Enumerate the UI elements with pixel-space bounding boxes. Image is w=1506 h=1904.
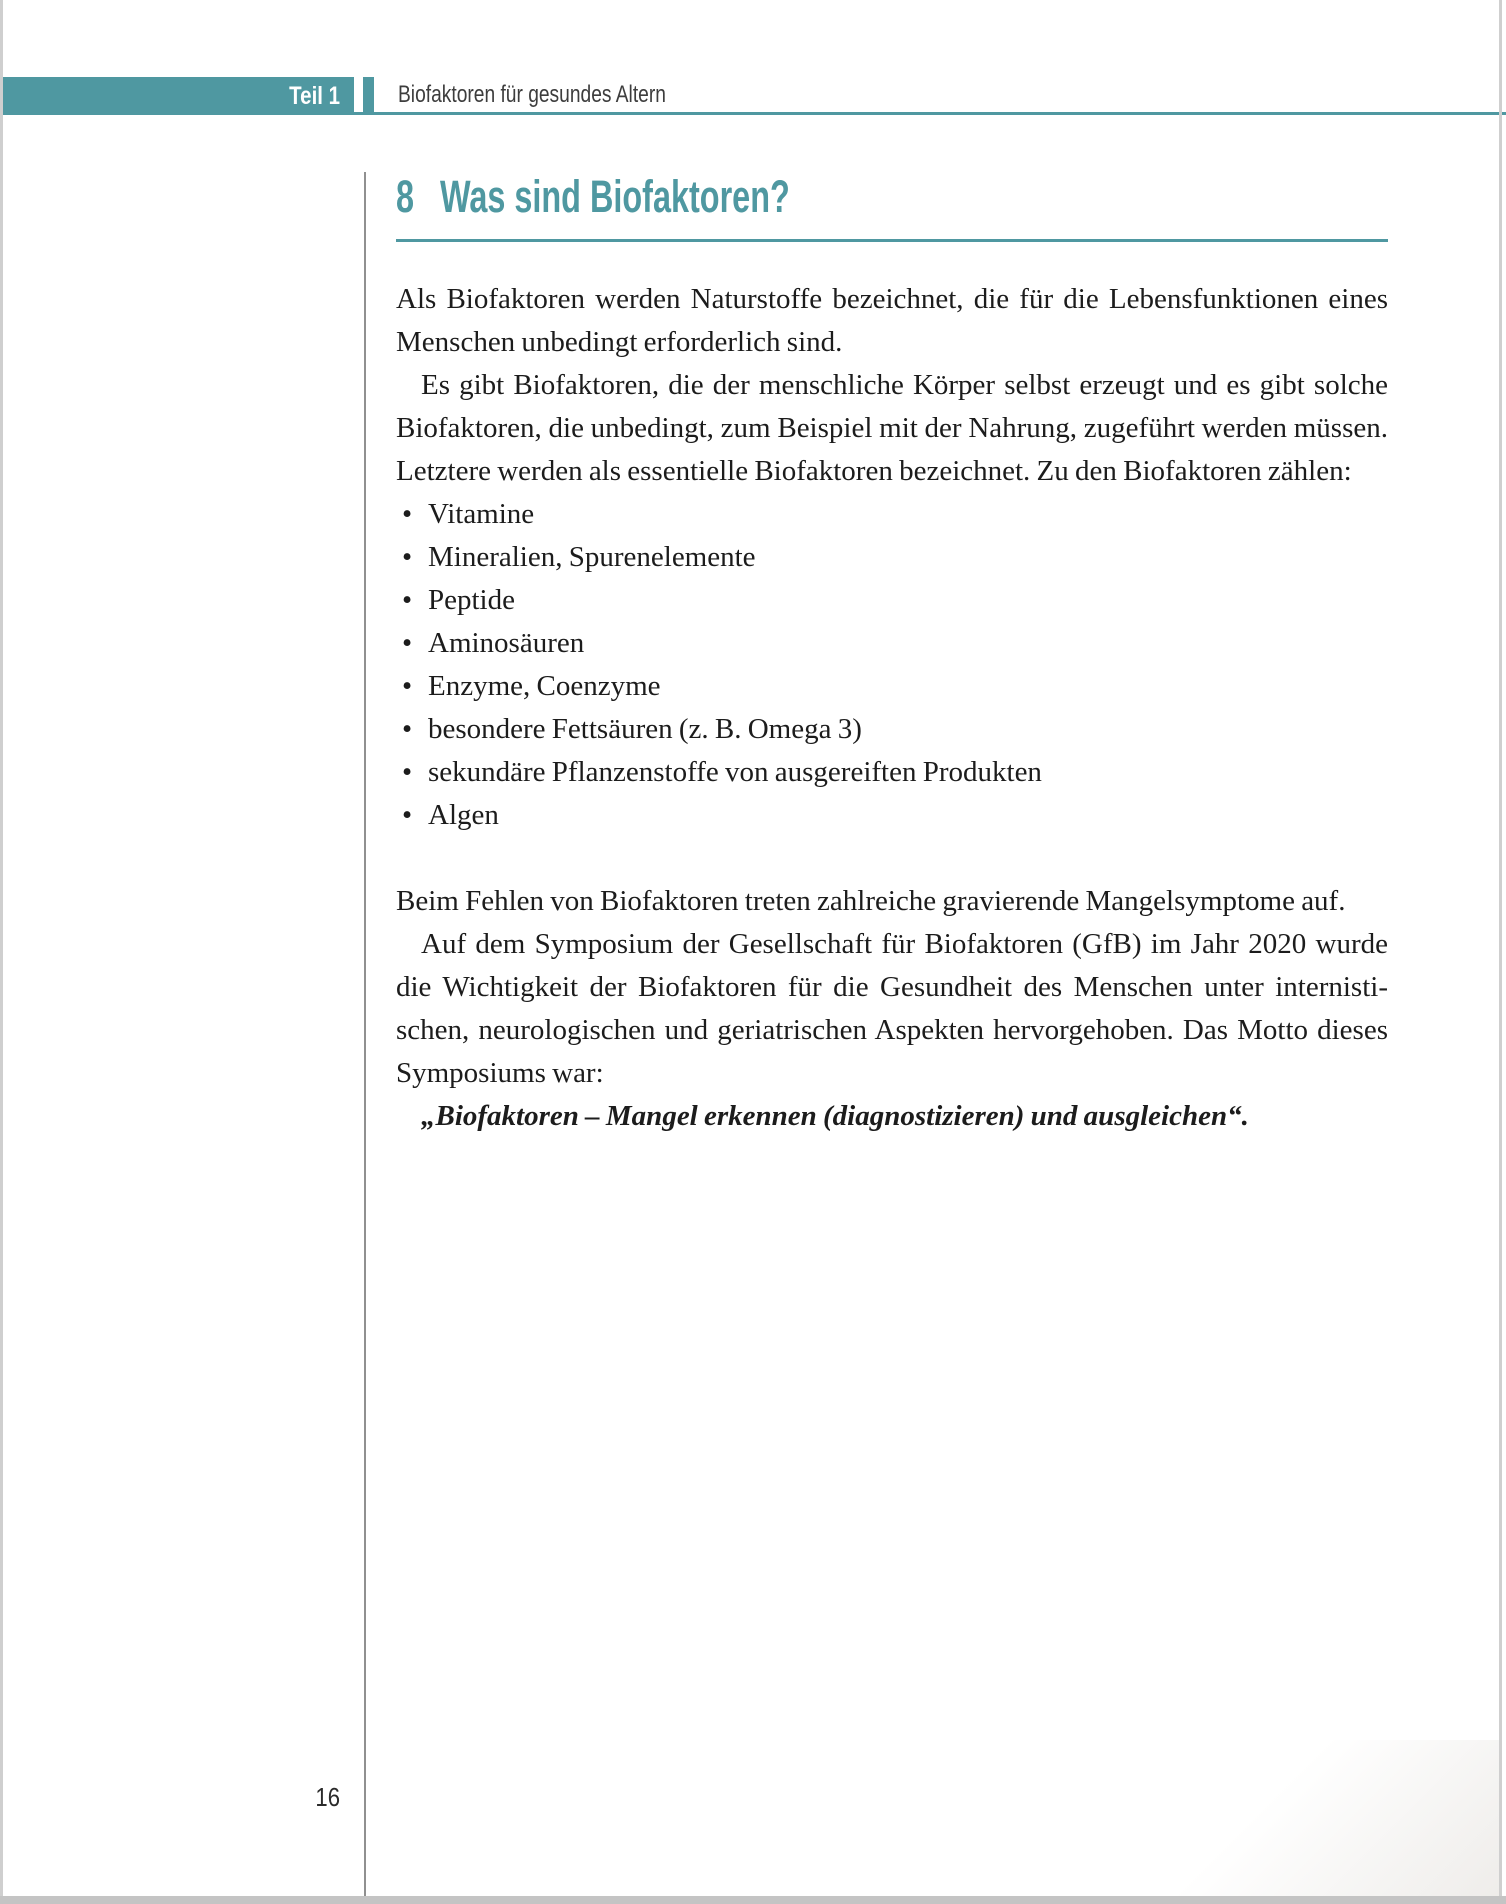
list-item xyxy=(396,622,1388,665)
heading-rule xyxy=(396,239,1388,242)
paragraph-deficiency: Beim Fehlen von Biofaktoren treten zahlreiche gravierende Mangelsymptome auf. xyxy=(396,885,1346,917)
page-number: 16 xyxy=(315,1782,340,1812)
bullet-icon: • xyxy=(402,799,413,831)
list-item-label: Vitamine xyxy=(428,498,535,530)
biofactor-list xyxy=(396,493,1388,837)
paragraph-intro: Als Biofaktoren werden Naturstoffe bezeichnet, die für die Lebensfunktionen eines Menschen unbedingt erforderlich sind. xyxy=(396,283,1388,358)
chapter-number: 8 xyxy=(396,171,415,222)
list-item-label: Algen xyxy=(428,799,499,831)
body-text xyxy=(396,278,1388,1138)
left-vertical-rule xyxy=(364,172,366,1896)
bullet-icon: • xyxy=(402,713,413,745)
symposium-motto: „Biofaktoren – Mangel erkennen (diagnostizieren) und ausgleichen“. xyxy=(421,1100,1249,1132)
part-tab-accent xyxy=(363,77,374,115)
list-item xyxy=(396,708,1388,751)
paragraph-essential: Es gibt Biofaktoren, die der menschliche Körper selbst erzeugt und es gibt solche Biofaktoren, die unbedingt, zum Beispiel mit der Nahrung, zugeführt werden müssen. Letztere werden als essentielle Biofaktoren bezeichnet. Zu den Biofaktoren zählen: xyxy=(396,369,1388,487)
running-head: Biofaktoren für gesundes Altern xyxy=(398,81,666,108)
page-corner-shade xyxy=(1060,1740,1500,1896)
bullet-icon: • xyxy=(402,670,413,702)
chapter-title: Was sind Biofaktoren? xyxy=(439,171,790,222)
right-page-border xyxy=(1499,0,1502,1904)
bullet-icon: • xyxy=(402,498,413,530)
list-item xyxy=(396,794,1388,837)
list-item-label: Mineralien, Spurenelemente xyxy=(428,541,756,573)
list-item-label: besondere Fettsäuren (z. B. Omega 3) xyxy=(428,713,862,745)
bullet-icon: • xyxy=(402,584,413,616)
list-item-label: Peptide xyxy=(428,584,515,616)
list-item xyxy=(396,536,1388,579)
bullet-icon: • xyxy=(402,541,413,573)
left-page-border xyxy=(0,0,3,1904)
bullet-icon: • xyxy=(402,756,413,788)
list-item-label: sekundäre Pflanzenstoffe von ausgereiften Produkten xyxy=(428,756,1042,788)
paragraph-symposium: Auf dem Symposium der Gesellschaft für Biofaktoren (GfB) im Jahr 2020 wurde die Wichtigkeit der Biofaktoren für die Gesundheit des Menschen unter internistischen, neurologischen und geriatrischen Aspekten hervorgehoben. Das Motto dieses Symposiums war: xyxy=(396,928,1388,1089)
list-item xyxy=(396,493,1388,536)
list-item xyxy=(396,579,1388,622)
part-label: Teil 1 xyxy=(289,81,340,110)
list-item-label: Aminosäuren xyxy=(428,627,585,659)
list-item xyxy=(396,751,1388,794)
bullet-icon: • xyxy=(402,627,413,659)
list-item-label: Enzyme, Coenzyme xyxy=(428,670,661,702)
list-item xyxy=(396,665,1388,708)
bottom-window-edge xyxy=(0,1896,1506,1904)
header-rule xyxy=(0,112,1506,115)
chapter-heading xyxy=(396,171,790,222)
part-tab xyxy=(0,77,354,115)
